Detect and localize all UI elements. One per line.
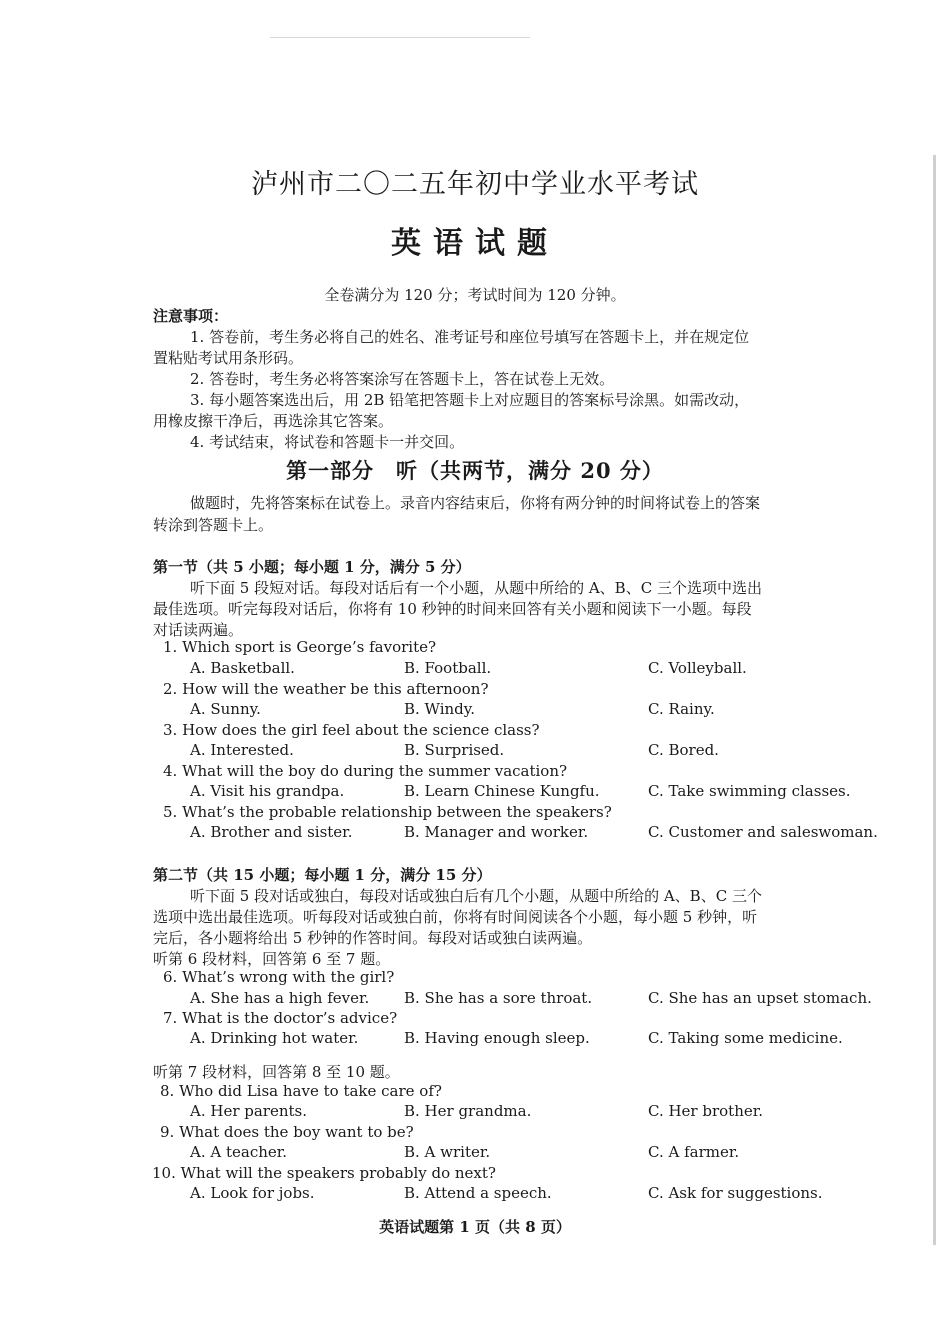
option-b: B. She has a sore throat.	[404, 989, 593, 1007]
option-a: A. She has a high fever.	[190, 989, 370, 1007]
notice-item-2: 2. 答卷时，考生务必将答案涂写在答题卡上，答在试卷上无效。	[190, 370, 615, 388]
option-c: C. Ask for suggestions.	[648, 1184, 823, 1202]
option-b: B. A writer.	[404, 1143, 491, 1161]
part-1-title: 第一部分 听（共两节，满分 20 分）	[286, 458, 664, 483]
option-c: C. Volleyball.	[648, 659, 747, 677]
section-1-instruction-line-1: 听下面 5 段短对话。每段对话后有一个小题，从题中所给的 A、B、C 三个选项中选出	[190, 579, 762, 597]
question-6: 6. What’s wrong with the girl?	[163, 968, 395, 986]
exam-title: 泸州市二〇二五年初中学业水平考试	[251, 169, 699, 200]
question-7: 7. What is the doctor’s advice?	[163, 1009, 398, 1027]
option-c: C. Bored.	[648, 741, 719, 759]
material-6-instruction: 听第 6 段材料，回答第 6 至 7 题。	[153, 950, 391, 968]
option-a: A. Interested.	[190, 741, 294, 759]
notice-heading: 注意事项：	[153, 307, 229, 325]
notice-item-1-line-1: 1. 答卷前，考生务必将自己的姓名、准考证号和座位号填写在答题卡上，并在规定位	[190, 328, 750, 346]
option-b: B. Manager and worker.	[404, 823, 589, 841]
question-10: 10. What will the speakers probably do next?	[152, 1164, 496, 1182]
option-a: A. Basketball.	[190, 659, 295, 677]
option-b: B. Attend a speech.	[404, 1184, 552, 1202]
notice-item-3-line-1: 3. 每小题答案选出后，用 2B 铅笔把答题卡上对应题目的答案标号涂黑。如需改动，	[190, 391, 750, 409]
section-2-instruction-line-1: 听下面 5 段对话或独白，每段对话或独白后有几个小题，从题中所给的 A、B、C 三个	[190, 887, 762, 905]
section-2-instruction-line-2: 选项中选出最佳选项。听每段对话或独白前，你将有时间阅读各个小题，每小题 5 秒钟，听	[153, 908, 758, 926]
notice-item-3-line-2: 用橡皮擦干净后，再选涂其它答案。	[153, 412, 394, 430]
subject-title: 英语试题	[391, 226, 559, 261]
section-1-heading: 第一节（共 5 小题；每小题 1 分，满分 5 分）	[153, 558, 471, 576]
option-c: C. Taking some medicine.	[648, 1029, 843, 1047]
section-1-instruction-line-2: 最佳选项。听完每段对话后，你将有 10 秒钟的时间来回答有关小题和阅读下一小题。每段	[153, 600, 752, 618]
option-a: A. Her parents.	[190, 1102, 308, 1120]
score-time-line: 全卷满分为 120 分；考试时间为 120 分钟。	[324, 286, 626, 304]
option-a: A. A teacher.	[190, 1143, 288, 1161]
option-b: B. Learn Chinese Kungfu.	[404, 782, 600, 800]
option-b: B. Her grandma.	[404, 1102, 532, 1120]
section-2-instruction-line-3: 完后，各小题将给出 5 秒钟的作答时间。每段对话或独白读两遍。	[153, 929, 593, 947]
option-b: B. Having enough sleep.	[404, 1029, 590, 1047]
option-c: C. She has an upset stomach.	[648, 989, 872, 1007]
part-1-intro-line-2: 转涂到答题卡上。	[153, 516, 274, 534]
page-edge-shadow	[933, 155, 936, 1245]
question-4: 4. What will the boy do during the summer vacation?	[163, 762, 568, 780]
option-c: C. Customer and saleswoman.	[648, 823, 878, 841]
option-a: A. Drinking hot water.	[190, 1029, 359, 1047]
question-1: 1. Which sport is George’s favorite?	[163, 638, 437, 656]
scan-line-decoration	[270, 37, 530, 38]
notice-item-4: 4. 考试结束，将试卷和答题卡一并交回。	[190, 433, 465, 451]
option-b: B. Surprised.	[404, 741, 505, 759]
notice-item-1-line-2: 置粘贴考试用条形码。	[153, 349, 304, 367]
question-2: 2. How will the weather be this afternoon?	[163, 680, 489, 698]
section-1-instruction-line-3: 对话读两遍。	[153, 621, 244, 639]
option-a: A. Brother and sister.	[190, 823, 353, 841]
option-c: C. A farmer.	[648, 1143, 740, 1161]
option-a: A. Look for jobs.	[190, 1184, 315, 1202]
section-2-heading: 第二节（共 15 小题；每小题 1 分，满分 15 分）	[153, 866, 492, 884]
option-a: A. Visit his grandpa.	[190, 782, 345, 800]
material-7-instruction: 听第 7 段材料，回答第 8 至 10 题。	[153, 1063, 400, 1081]
question-3: 3. How does the girl feel about the science class?	[163, 721, 540, 739]
option-c: C. Take swimming classes.	[648, 782, 851, 800]
option-b: B. Football.	[404, 659, 492, 677]
part-1-intro-line-1: 做题时，先将答案标在试卷上。录音内容结束后，你将有两分钟的时间将试卷上的答案	[190, 494, 761, 512]
option-c: C. Her brother.	[648, 1102, 764, 1120]
question-5: 5. What’s the probable relationship between the speakers?	[163, 803, 612, 821]
option-c: C. Rainy.	[648, 700, 715, 718]
page-footer: 英语试题第 1 页（共 8 页）	[379, 1218, 571, 1236]
question-8: 8. Who did Lisa have to take care of?	[160, 1082, 442, 1100]
option-b: B. Windy.	[404, 700, 476, 718]
option-a: A. Sunny.	[190, 700, 261, 718]
question-9: 9. What does the boy want to be?	[160, 1123, 414, 1141]
